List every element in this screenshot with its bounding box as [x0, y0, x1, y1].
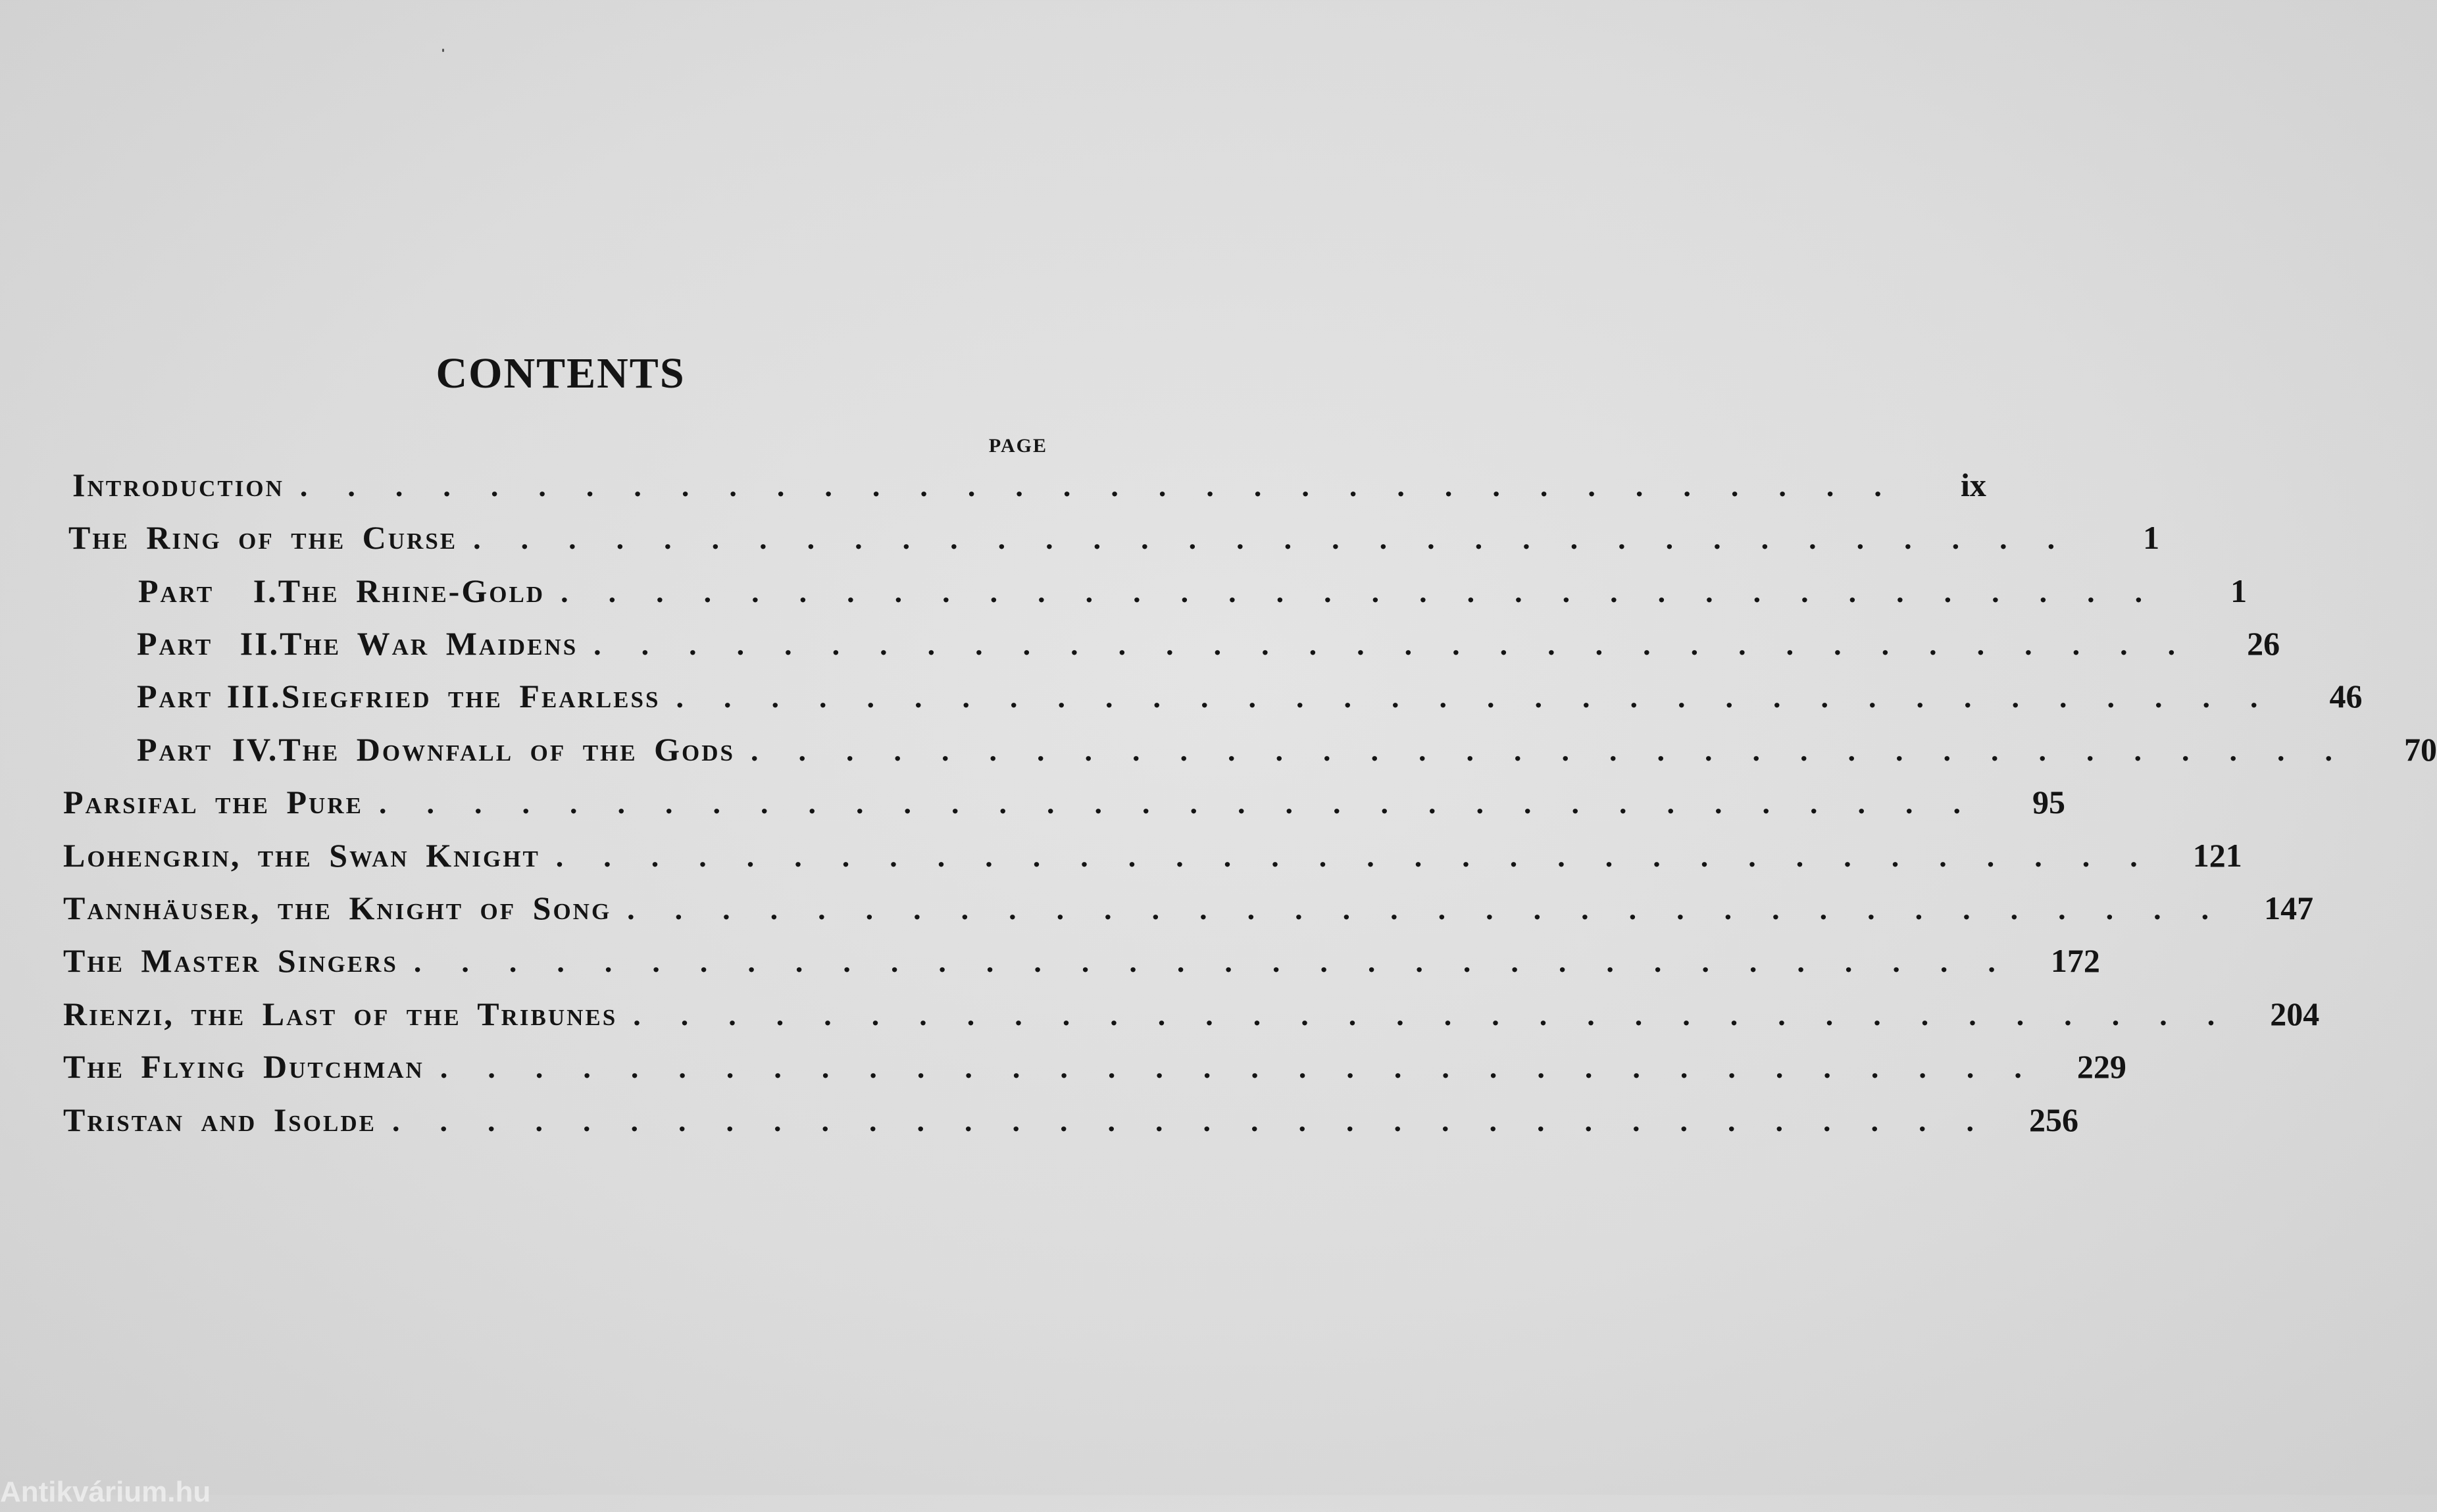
- page-title: CONTENTS: [436, 349, 686, 397]
- part-number: I.: [253, 572, 278, 609]
- toc-entry-page: 46: [2329, 678, 2363, 715]
- dot-leader: ..................................: [440, 1051, 2062, 1084]
- toc-entry-title: The Master Singers: [63, 942, 398, 979]
- toc-entry-page: 256: [2028, 1101, 2078, 1138]
- toc-entry-page: ix: [1960, 466, 1986, 503]
- toc-entry-title: Siegfried the Fearless: [281, 678, 661, 715]
- toc-entry-ring-of-the-curse: [68, 517, 2160, 559]
- toc-entry-title: Introduction: [72, 466, 284, 503]
- dot-leader: ..................................: [413, 945, 2036, 978]
- dot-leader: ..................................: [473, 522, 2096, 555]
- part-label: Part II.: [137, 622, 280, 665]
- part-label: Part III.: [137, 675, 282, 717]
- toc-entry-page: 70: [2404, 731, 2437, 768]
- watermark: Antikvárium.hu: [0, 1476, 211, 1508]
- toc-entry-page: 26: [2247, 625, 2280, 662]
- toc-entry-page: 95: [2032, 784, 2065, 820]
- toc-entry-title: Rienzi, the Last of the Tribunes: [63, 995, 618, 1032]
- toc-entry-page: 1: [2143, 519, 2160, 556]
- dot-leader: ..................................: [378, 786, 2001, 820]
- dot-leader: ..................................: [593, 628, 2216, 661]
- toc-entry-page: 147: [2264, 890, 2314, 926]
- toc-entry-flying-dutchman: [63, 1046, 2126, 1088]
- dot-leader: ..................................: [555, 840, 2178, 873]
- toc-entry-lohengrin: [63, 834, 2242, 876]
- page-column-label: PAGE: [988, 435, 1047, 457]
- part-number: II.: [239, 625, 280, 662]
- toc-entry-page: 204: [2270, 995, 2320, 1032]
- dot-leader: ..................................: [633, 998, 2255, 1032]
- toc-entry-title: The Downfall of the Gods: [278, 731, 735, 768]
- toc-entry-tristan: [63, 1099, 2078, 1141]
- part-label: Part IV.: [137, 728, 278, 770]
- toc-entry-part-2: [137, 622, 2280, 665]
- toc-entry-rienzi: [63, 993, 2320, 1035]
- toc-entry-title: Lohengrin, the Swan Knight: [63, 837, 540, 874]
- toc-entry-introduction: [72, 464, 1986, 506]
- dot-leader: ..................................: [751, 734, 2373, 767]
- toc-entry-title: The Ring of the Curse: [68, 519, 458, 556]
- dot-leader: ..................................: [299, 469, 1922, 503]
- toc-entry-title: Parsifal the Pure: [63, 784, 363, 820]
- toc-entry-master-singers: [63, 940, 2100, 982]
- part-label: Part I.: [138, 570, 278, 612]
- toc-entry-part-3: [137, 675, 2363, 717]
- toc-entry-page: 1: [2230, 572, 2248, 609]
- toc-entry-title: Tannhäuser, the Knight of Song: [63, 890, 612, 926]
- part-number: IV.: [232, 731, 279, 768]
- toc-entry-page: 229: [2076, 1048, 2126, 1085]
- dot-leader: ..................................: [627, 892, 2249, 926]
- dot-leader: ..................................: [391, 1104, 2014, 1138]
- toc-entry-tannhauser: [63, 887, 2314, 929]
- toc-entry-title: Tristan and Isolde: [63, 1101, 376, 1138]
- dot-leader: ..................................: [676, 680, 2298, 714]
- toc-entry-page: 172: [2050, 942, 2100, 979]
- toc-entry-title: The Flying Dutchman: [63, 1048, 424, 1085]
- part-number: III.: [226, 678, 282, 715]
- toc-entry-title: The Rhine-Gold: [278, 572, 545, 609]
- toc-entry-page: 121: [2192, 837, 2242, 874]
- toc-entry-part-4: [137, 728, 2437, 770]
- toc-entry-parsifal: [63, 781, 2065, 823]
- toc-entry-title: The War Maidens: [280, 625, 578, 662]
- dot-leader: ..................................: [561, 575, 2183, 609]
- toc-entry-part-1: [138, 570, 2248, 612]
